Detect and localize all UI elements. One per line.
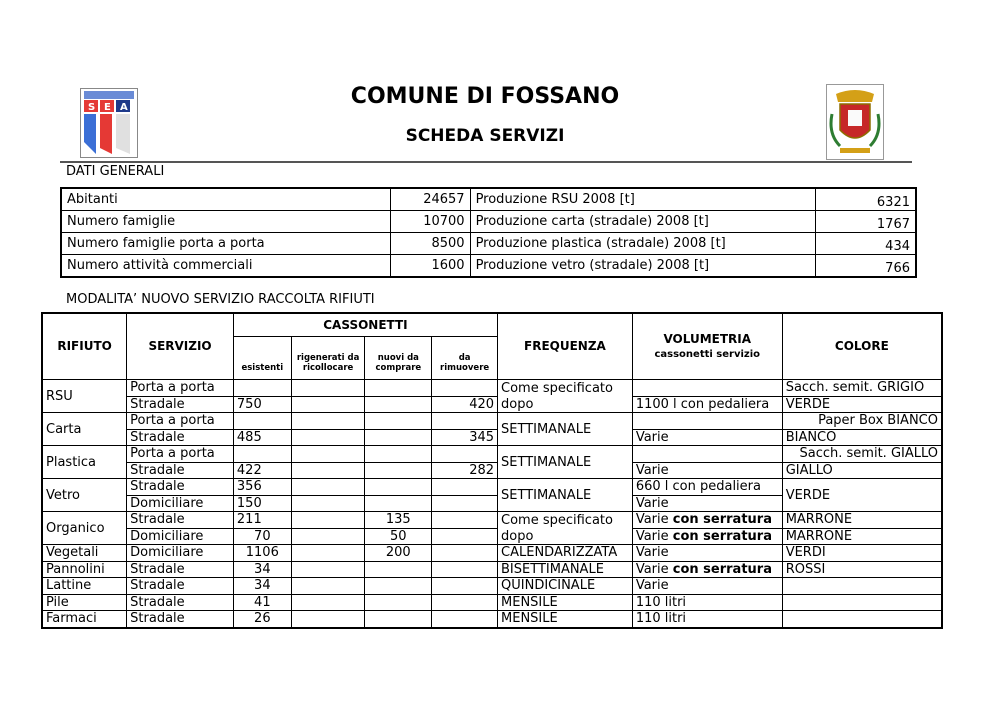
cell-servizio: Stradale [127,479,234,496]
cell-frequenza: CALENDARIZZATA [498,545,633,562]
table-row [42,429,942,446]
cell-rigenerati [291,429,365,446]
cell-rigenerati [291,545,365,562]
cell-rigenerati [291,578,365,595]
cell-nuovi [365,611,432,628]
cell-colore [782,594,942,611]
cell-servizio: Stradale [127,611,234,628]
cell-servizio: Stradale [127,512,234,529]
cell-rifiuto: Lattine [42,578,127,595]
table-row [42,380,942,397]
table-row [61,233,916,255]
page-title: COMUNE DI FOSSANO [350,84,620,109]
volumetria-lock-note: con serratura [672,561,772,577]
cell-nuovi [365,413,432,430]
cell-esistenti [233,446,291,463]
cell-rimuovere [432,578,498,595]
cell-volumetria: Varie [632,462,782,479]
svg-text:E: E [104,102,111,113]
cell-rigenerati [291,396,365,413]
cell-servizio: Stradale [127,578,234,595]
cell-esistenti: 34 [233,578,291,595]
cell-rigenerati [291,495,365,512]
cell-volumetria: Varie [632,495,782,512]
cell-rimuovere [432,611,498,628]
table-row [61,211,916,233]
general-data-table [60,187,917,278]
cell-rifiuto: Carta [42,413,127,446]
cell-esistenti: 150 [233,495,291,512]
cell-nuovi: 135 [365,512,432,529]
cell-esistenti: 1106 [233,545,291,562]
cell-esistenti: 356 [233,479,291,496]
volumetria-prefix: Varie [635,512,669,528]
table-row [42,528,942,545]
header-divider [60,161,912,163]
cell-frequenza: Come specificato [498,512,633,529]
cell-volumetria [632,380,782,397]
cell-rigenerati [291,380,365,397]
cell-nuovi [365,446,432,463]
cell-label: Produzione carta (stradale) 2008 [t] [470,211,815,233]
cell-nuovi [365,495,432,512]
cell-volumetria [632,528,782,545]
cell-rigenerati [291,528,365,545]
cell-servizio: Stradale [127,462,234,479]
cell-esistenti: 34 [233,561,291,578]
cell-rigenerati [291,512,365,529]
cell-nuovi [365,380,432,397]
header-nuovi: nuovi da comprare [365,337,432,380]
header-row [42,313,942,337]
cell-servizio: Stradale [127,429,234,446]
page-subtitle: SCHEDA SERVIZI [405,126,565,146]
cell-rigenerati [291,413,365,430]
services-label: MODALITA’ NUOVO SERVIZIO RACCOLTA RIFIUTI [66,292,375,307]
general-data-label: DATI GENERALI [66,164,165,179]
cell-colore: VERDE [782,479,942,512]
cell-nuovi [365,594,432,611]
cell-value: 8500 [390,233,470,255]
cell-esistenti: 422 [233,462,291,479]
cell-colore: VERDE [782,396,942,413]
cell-volumetria: 110 litri [632,594,782,611]
cell-esistenti: 70 [233,528,291,545]
table-row [42,462,942,479]
cell-rigenerati [291,611,365,628]
cell-esistenti [233,413,291,430]
cell-volumetria: 1100 l con pedaliera [632,396,782,413]
cell-colore: BIANCO [782,429,942,446]
cell-rigenerati [291,479,365,496]
cell-colore: VERDI [782,545,942,562]
cell-frequenza: Come specificato [498,380,633,397]
cell-frequenza: MENSILE [498,594,633,611]
header-frequenza: FREQUENZA [498,313,633,380]
cell-servizio: Porta a porta [127,380,234,397]
cell-frequenza: SETTIMANALE [498,479,633,512]
cell-colore: MARRONE [782,528,942,545]
cell-volumetria [632,561,782,578]
cell-colore [782,611,942,628]
cell-rimuovere: 345 [432,429,498,446]
cell-nuovi: 50 [365,528,432,545]
cell-rimuovere [432,446,498,463]
cell-label: Produzione plastica (stradale) 2008 [t] [470,233,815,255]
cell-volumetria: Varie [632,429,782,446]
cell-esistenti: 485 [233,429,291,446]
table-row [42,545,942,562]
cell-frequenza: SETTIMANALE [498,413,633,446]
header-rigenerati: rigenerati da ricollocare [291,337,365,380]
cell-volumetria: 110 litri [632,611,782,628]
header-rimuovere: da rimuovere [432,337,498,380]
cell-rigenerati [291,594,365,611]
cell-servizio: Stradale [127,396,234,413]
table-row [42,396,942,413]
volumetria-lock-note: con serratura [672,528,772,544]
cell-rifiuto: RSU [42,380,127,413]
cell-frequenza: dopo [498,528,633,545]
cell-esistenti: 41 [233,594,291,611]
cell-rimuovere [432,495,498,512]
cell-colore: GIALLO [782,462,942,479]
cell-colore [782,578,942,595]
cell-rimuovere [432,479,498,496]
cell-servizio: Stradale [127,594,234,611]
cell-colore: Sacch. semit. GIALLO [782,446,942,463]
cell-rimuovere [432,545,498,562]
cell-nuovi [365,462,432,479]
services-table [41,312,943,629]
cell-rimuovere [432,413,498,430]
cell-rimuovere [432,512,498,529]
cell-value: 10700 [390,211,470,233]
table-row [42,446,942,463]
volumetria-lock-note: con serratura [672,512,772,528]
cell-frequenza: BISETTIMANALE [498,561,633,578]
cell-nuovi [365,561,432,578]
cell-label: Produzione vetro (stradale) 2008 [t] [470,255,815,278]
cell-value: 1767 [815,211,916,233]
cell-esistenti: 26 [233,611,291,628]
table-row [42,413,942,430]
cell-servizio: Porta a porta [127,446,234,463]
cell-servizio: Stradale [127,561,234,578]
header-esistenti: esistenti [233,337,291,380]
cell-label: Produzione RSU 2008 [t] [470,188,815,211]
header-colore: COLORE [782,313,942,380]
cell-label: Numero famiglie porta a porta [61,233,390,255]
cell-label: Numero famiglie [61,211,390,233]
cell-label: Numero attività commerciali [61,255,390,278]
cell-volumetria: 660 l con pedaliera [632,479,782,496]
cell-frequenza: MENSILE [498,611,633,628]
header-rifiuto: RIFIUTO [42,313,127,380]
cell-rimuovere [432,528,498,545]
cell-esistenti: 211 [233,512,291,529]
cell-colore: Paper Box BIANCO [782,413,942,430]
cell-frequenza: QUINDICINALE [498,578,633,595]
volumetria-prefix: Varie [635,561,669,577]
cell-rigenerati [291,446,365,463]
cell-rimuovere [432,380,498,397]
cell-servizio: Domiciliare [127,545,234,562]
cell-frequenza: SETTIMANALE [498,446,633,479]
svg-text:A: A [120,102,128,113]
header-volumetria [632,313,782,380]
cell-servizio: Porta a porta [127,413,234,430]
cell-rifiuto: Vegetali [42,545,127,562]
cell-nuovi [365,396,432,413]
cell-rifiuto: Organico [42,512,127,545]
cell-nuovi [365,479,432,496]
cell-value: 766 [815,255,916,278]
volumetria-prefix: Varie [635,528,669,544]
cell-value: 6321 [815,188,916,211]
cell-volumetria: Varie [632,545,782,562]
table-row [42,561,942,578]
header-volumetria-title: VOLUMETRIA [663,331,752,346]
table-row [42,611,942,628]
cell-value: 434 [815,233,916,255]
table-row [42,512,942,529]
cell-servizio: Domiciliare [127,495,234,512]
cell-label: Abitanti [61,188,390,211]
cell-volumetria [632,512,782,529]
header-volumetria-sub: cassonetti servizio [654,348,761,360]
cell-rifiuto: Farmaci [42,611,127,628]
header-servizio: SERVIZIO [127,313,234,380]
cell-rifiuto: Pile [42,594,127,611]
cell-value: 24657 [390,188,470,211]
table-row [42,479,942,496]
cell-rifiuto: Vetro [42,479,127,512]
cell-rimuovere: 282 [432,462,498,479]
cell-volumetria [632,446,782,463]
cell-colore: Sacch. semit. GRIGIO [782,380,942,397]
table-row [42,594,942,611]
cell-nuovi [365,429,432,446]
cell-frequenza: dopo [498,396,633,413]
cell-volumetria [632,413,782,430]
cell-rimuovere: 420 [432,396,498,413]
svg-text:S: S [88,102,96,113]
header-cassonetti: CASSONETTI [233,313,497,337]
cell-rimuovere [432,561,498,578]
table-row [61,255,916,278]
cell-rifiuto: Plastica [42,446,127,479]
cell-volumetria: Varie [632,578,782,595]
cell-servizio: Domiciliare [127,528,234,545]
cell-nuovi [365,578,432,595]
cell-esistenti: 750 [233,396,291,413]
cell-rigenerati [291,561,365,578]
cell-rigenerati [291,462,365,479]
cell-esistenti [233,380,291,397]
cell-colore: MARRONE [782,512,942,529]
table-row [42,578,942,595]
cell-value: 1600 [390,255,470,278]
cell-rimuovere [432,594,498,611]
cell-colore: ROSSI [782,561,942,578]
cell-rifiuto: Pannolini [42,561,127,578]
table-row [61,188,916,211]
cell-nuovi: 200 [365,545,432,562]
